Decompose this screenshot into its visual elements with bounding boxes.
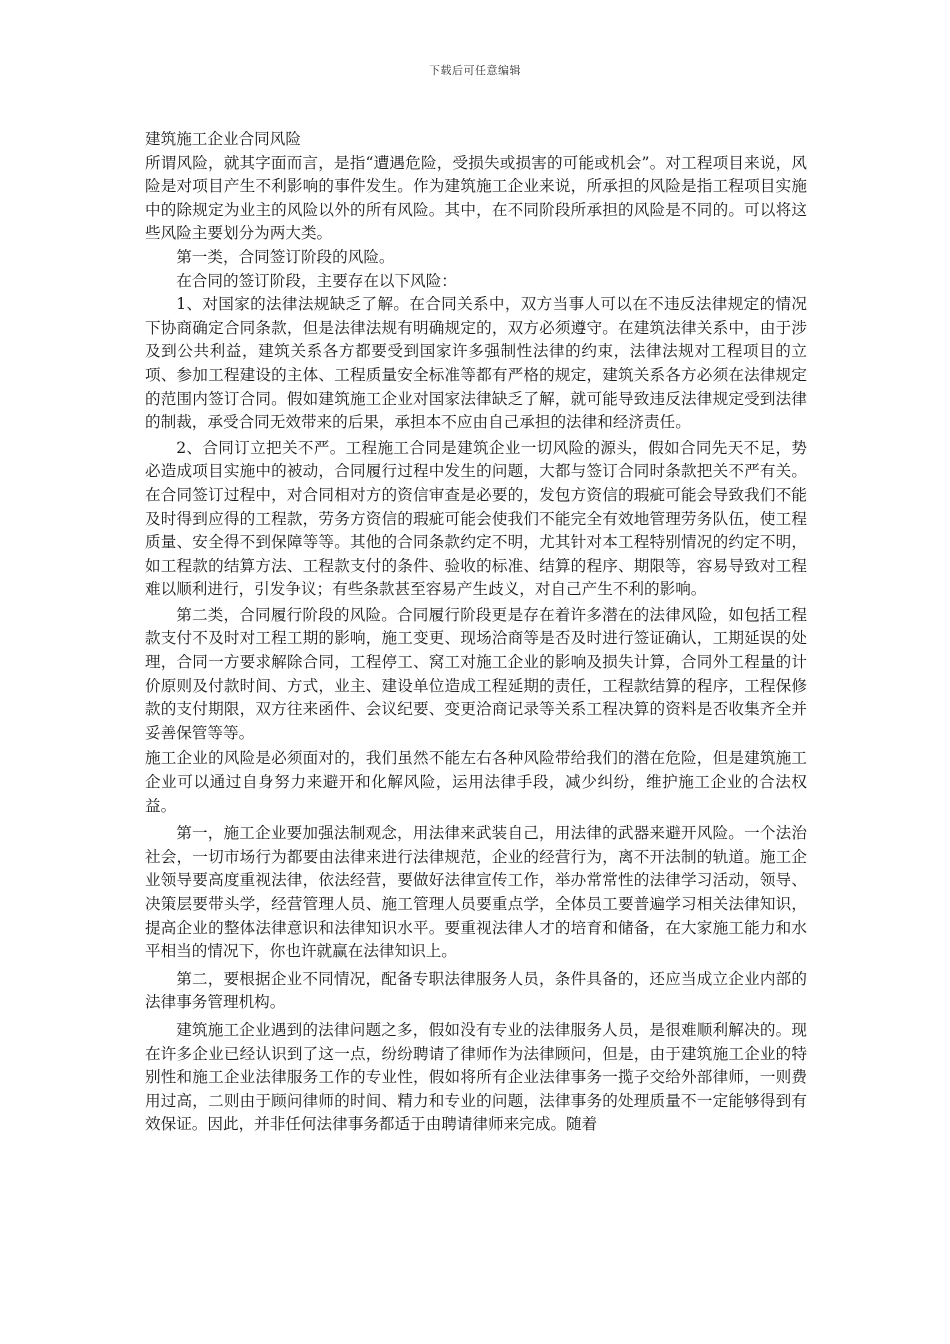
page-header: 下载后可任意编辑	[429, 64, 521, 77]
paragraph-measure-two: 第二，要根据企业不同情况，配备专职法律服务人员，条件具备的，还应当成立企业内部的法律事务管理机构。	[145, 969, 807, 1012]
paragraph-category-one: 第一类，合同签订阶段的风险。	[176, 247, 395, 266]
paragraph-intro: 所谓风险，就其字面而言，是指“遭遇危险，受损失或损害的可能或机会”。对工程项目来说，风险是对项目产生不利影响的事件发生。作为建筑施工企业来说，所承担的风险是指工程项目实施中的除规定为业主的风险以外的所有风险。其中，在不同阶段所承担的风险是不同的。可以将这些风险主要划分为两大类。	[145, 153, 807, 243]
paragraph-category-two: 第二类，合同履行阶段的风险。合同履行阶段更是存在着许多潜在的法律风险，如包括工程款支付不及时对工程工期的影响，施工变更、现场洽商等是否及时进行签证确认，工期延误的处理，合同一方要求解除合同，工程停工、窝工对施工企业的影响及损失计算，合同外工程量的计价原则及付款时间、方式，业主、建设单位造成工程延期的责任，工程款结算的程序，工程保修款的支付期限，双方往来函件、会议纪要、变更洽商记录等关系工程决算的资料是否收集齐全并妥善保管等等。	[145, 605, 807, 742]
document-body	[145, 128, 807, 1137]
paragraph-face-risk: 施工企业的风险是必须面对的，我们虽然不能左右各种风险带给我们的潜在危险，但是建筑施工企业可以通过自身努力来避开和化解风险，运用法律手段，减少纠纷，维护施工企业的合法权益。	[145, 749, 807, 815]
document-title: 建筑施工企业合同风险	[145, 130, 301, 148]
paragraph-legal-staff: 建筑施工企业遇到的法律问题之多，假如没有专业的法律服务人员，是很难顺利解决的。现在许多企业已经认识到了这一点，纷纷聘请了律师作为法律顾问，但是，由于建筑施工企业的特别性和施工企业法律服务工作的专业性，假如将所有企业法律事务一揽子交给外部律师，一则费用过高，二则由于顾问律师的时间、精力和专业的问题，法律事务的处理质量不一定能够得到有效保证。因此，并非任何法律事务都适于由聘请律师来完成。随着	[145, 1020, 807, 1134]
paragraph-measure-one: 第一，施工企业要加强法制观念，用法律来武装自己，用法律的武器来避开风险。一个法治社会，一切市场行为都要由法律来进行法律规范，企业的经营行为，离不开法制的轨道。施工企业领导要高度重视法律，依法经营，要做好法律宣传工作，举办常常性的法律学习活动，领导、决策层要带头学，经营管理人员、施工管理人员要重点学，全体员工要普遍学习相关法律知识，提高企业的整体法律意识和法律知识水平。要重视法律人才的培育和储备，在大家施工能力和水平相当的情况下，你也许就赢在法律知识上。	[145, 824, 807, 961]
paragraph-risk-2: 2、合同订立把关不严。工程施工合同是建筑企业一切风险的源头，假如合同先天不足，势必造成项目实施中的被动，合同履行过程中发生的问题，大都与签订合同时条款把关不严有关。在合同签订过程中，对合同相对方的资信审查是必要的，发包方资信的瑕疵可能会导致我们不能及时得到应得的工程款，劳务方资信的瑕疵可能会使我们不能完全有效地管理劳务队伍，使工程质量、安全得不到保障等等。其他的合同条款约定不明，尤其针对本工程特别情况的约定不明，如工程款的结算方法、工程款支付的条件、验收的标准、结算的程序、期限等，容易导致对工程难以顺利进行，引发争议；有些条款甚至容易产生歧义，对自己产生不利的影响。	[145, 438, 807, 599]
paragraph-risk-1: 1、对国家的法律法规缺乏了解。在合同关系中，双方当事人可以在不违反法律规定的情况下协商确定合同条款，但是法律法规有明确规定的，双方必须遵守。在建筑法律关系中，由于涉及到公共利益，建筑关系各方都要受到国家许多强制性法律的约束，法律法规对工程项目的立项、参加工程建设的主体、工程质量安全标准等都有严格的规定，建筑关系各方必须在法律规定的范围内签订合同。假如建筑施工企业对国家法律缺乏了解，就可能导致违反法律规定受到法律的制裁，承受合同无效带来的后果，承担本不应由自己承担的法律和经济责任。	[145, 295, 807, 432]
paragraph-signing-stage: 在合同的签订阶段，主要存在以下风险：	[176, 271, 457, 290]
